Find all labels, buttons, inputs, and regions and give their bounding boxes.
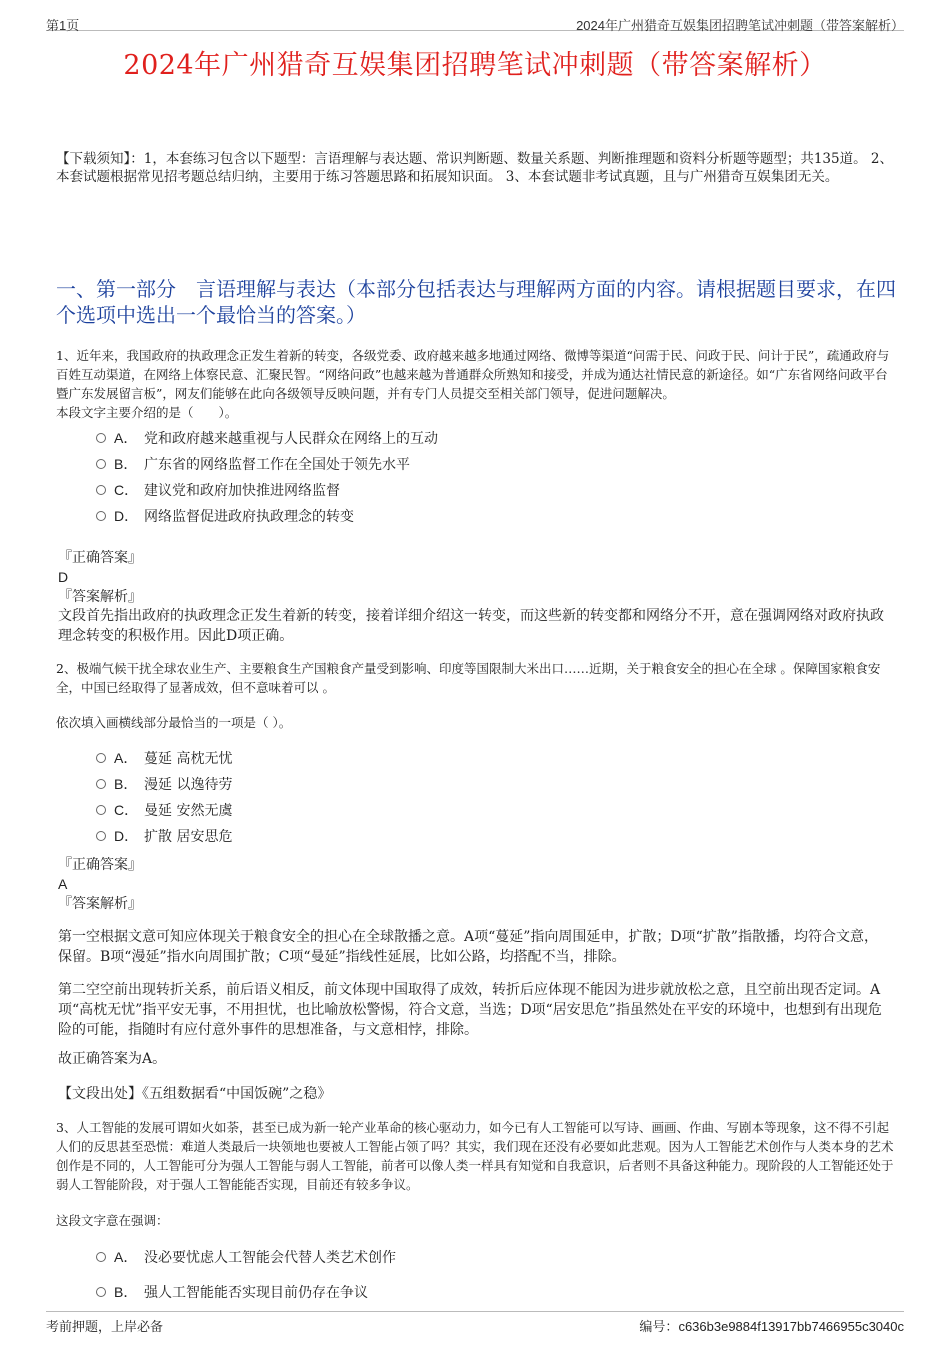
- q2-source: 【文段出处】《五组数据看“中国饭碗”之稳》: [58, 1086, 332, 1102]
- radio-icon[interactable]: [96, 433, 106, 443]
- header-doc-title: 2024年广州猎奇互娱集团招聘笔试冲刺题（带答案解析）: [576, 18, 904, 33]
- option-text: 曼延 安然无虞: [144, 803, 233, 819]
- option-letter: D．: [114, 828, 139, 844]
- radio-icon[interactable]: [96, 1287, 106, 1297]
- page-footer: [46, 1311, 904, 1334]
- q1-stem-text: 1、近年来，我国政府的执政理念正发生着新的转变，各级党委、政府越来越多地通过网络、微博等渠道“问需于民、问政于民、问计于民”，疏通政府与百姓互动渠道，在网络上体察民意、汇聚民智。“网络问政”也越来越为普通群众所熟知和接受，并成为通达社情民意的新途径。如“广东省网络问政平台暨广东发展留言板”，网友们能够在此向各级领导反映问题，并有专门人员提交至相关部门领导，促进问题解决。: [56, 348, 890, 401]
- q2-analysis-p3: 故正确答案为A。: [58, 1051, 167, 1067]
- radio-icon[interactable]: [96, 779, 106, 789]
- option-text: 强人工智能能否实现目前仍存在争议: [144, 1285, 368, 1301]
- radio-icon[interactable]: [96, 1252, 106, 1262]
- option-letter: D．: [114, 508, 139, 524]
- radio-icon[interactable]: [96, 805, 106, 815]
- radio-icon[interactable]: [96, 753, 106, 763]
- radio-icon[interactable]: [96, 459, 106, 469]
- q2-analysis-label: 『答案解析』: [58, 896, 142, 912]
- q1-answer: D: [58, 569, 69, 585]
- option-letter: A．: [114, 1249, 138, 1265]
- q1-option-d[interactable]: [96, 505, 354, 527]
- radio-icon[interactable]: [96, 485, 106, 495]
- option-text: 漫延 以逸待劳: [144, 777, 233, 793]
- option-letter: B．: [114, 776, 138, 792]
- q2-option-d[interactable]: [96, 825, 232, 847]
- q2-option-b[interactable]: [96, 773, 232, 795]
- q1-answer-label: 『正确答案』: [58, 550, 142, 566]
- q2-analysis-p2: 第二空空前出现转折关系，前后语义相反，前文体现中国取得了成效，转折后应体现不能因为进步就放松之意，且空前出现否定词。A项“高枕无忧”指平安无事，不用担忧，也比喻放松警惕，符合文意，当选；D项“居安思危”指虽然处在平安的环境中，也想到有出现危险的可能，指随时有应付意外事件的思想准备，与文意相悖，排除。: [58, 982, 882, 1038]
- q2-prompt: 依次填入画横线部分最恰当的一项是（ ）。: [56, 715, 292, 730]
- option-letter: A．: [114, 750, 138, 766]
- option-text: 广东省的网络监督工作在全国处于领先水平: [144, 457, 410, 473]
- option-text: 蔓延 高枕无忧: [144, 751, 233, 767]
- q2-answer-label: 『正确答案』: [58, 857, 142, 873]
- option-text: 扩散 居安思危: [144, 829, 233, 845]
- q3-prompt: 这段文字意在强调：: [56, 1213, 169, 1228]
- q1-option-a[interactable]: [96, 427, 438, 449]
- download-notice: 【下载须知】：1，本套练习包含以下题型：言语理解与表达题、常识判断题、数量关系题、判断推理题和资料分析题等题型；共135道。 2、本套试题根据常见招考题总结归纳，主要用于练习答题思路和拓展知识面。 3、本套试题非考试真题，且与广州猎奇互娱集团无关。: [56, 151, 893, 185]
- q3-option-b[interactable]: [96, 1281, 368, 1303]
- footer-code: [639, 1316, 904, 1335]
- section-heading: 一、第一部分 言语理解与表达（本部分包括表达与理解两方面的内容。请根据题目要求，在四个选项中选出一个最恰当的答案。）: [56, 277, 896, 327]
- option-letter: C．: [114, 482, 139, 498]
- option-letter: A．: [114, 430, 138, 446]
- q1-analysis: 文段首先指出政府的执政理念正发生着新的转变，接着详细介绍这一转变，而这些新的转变都和网络分不开，意在强调网络对政府执政理念转变的积极作用。因此D项正确。: [58, 608, 884, 644]
- q2-option-c[interactable]: [96, 799, 232, 821]
- option-letter: C．: [114, 802, 139, 818]
- footer-code-label: 编号：: [639, 1319, 679, 1334]
- footer-slogan: 考前押题，上岸必备: [46, 1319, 164, 1334]
- q2-answer: A: [58, 876, 68, 892]
- option-letter: B．: [114, 456, 138, 472]
- q1-prompt: 本段文字主要介绍的是（ ）。: [56, 405, 238, 420]
- q2-analysis-p1: 第一空根据文意可知应体现关于粮食安全的担心在全球散播之意。A项“蔓延”指向周围延申，扩散；D项“扩散”指散播，均符合文意，保留。B项“漫延”指水向周围扩散；C项“曼延”指线性延展，比如公路，均搭配不当，排除。: [58, 929, 878, 965]
- radio-icon[interactable]: [96, 511, 106, 521]
- q1-option-b[interactable]: [96, 453, 410, 475]
- option-text: 建议党和政府加快推进网络监督: [144, 483, 340, 499]
- option-text: 网络监督促进政府执政理念的转变: [144, 509, 354, 525]
- radio-icon[interactable]: [96, 831, 106, 841]
- page-header: [46, 10, 904, 31]
- option-letter: B．: [114, 1284, 138, 1300]
- q1-option-c[interactable]: [96, 479, 340, 501]
- q1-stem: [56, 346, 898, 422]
- q2-option-a[interactable]: [96, 747, 232, 769]
- q1-analysis-label: 『答案解析』: [58, 589, 142, 605]
- q2-stem: 2、极端气候干扰全球农业生产、主要粮食生产国粮食产量受到影响、印度等国限制大米出口……近期，关于粮食安全的担心在全球 。保障国家粮食安全，中国已经取得了显著成效，但不意味着可以 。: [56, 661, 881, 695]
- q3-option-a[interactable]: [96, 1246, 396, 1268]
- option-text: 没必要忧虑人工智能会代替人类艺术创作: [144, 1250, 396, 1266]
- footer-code-value: c636b3e9884f13917bb7466955c3040c: [678, 1319, 904, 1334]
- option-text: 党和政府越来越重视与人民群众在网络上的互动: [144, 431, 438, 447]
- document-title: 2024年广州猎奇互娱集团招聘笔试冲刺题（带答案解析）: [123, 50, 827, 81]
- page-number: 第1页: [46, 18, 80, 33]
- q3-stem: 3、人工智能的发展可谓如火如荼，甚至已成为新一轮产业革命的核心驱动力，如今已有人工智能可以写诗、画画、作曲、写剧本等现象，这不得不引起人们的反思甚至恐慌：难道人类最后一块领地也要被人工智能占领了吗？其实，我们现在还没有必要如此悲观。因为人工智能艺术创作与人类本身的艺术创作是不同的，人工智能可分为强人工智能与弱人工智能，前者可以像人类一样具有知觉和自我意识，后者则不具备这种能力。现阶段的人工智能还处于弱人工智能阶段，对于强人工智能能否实现，目前还有较多争议。: [56, 1120, 894, 1192]
